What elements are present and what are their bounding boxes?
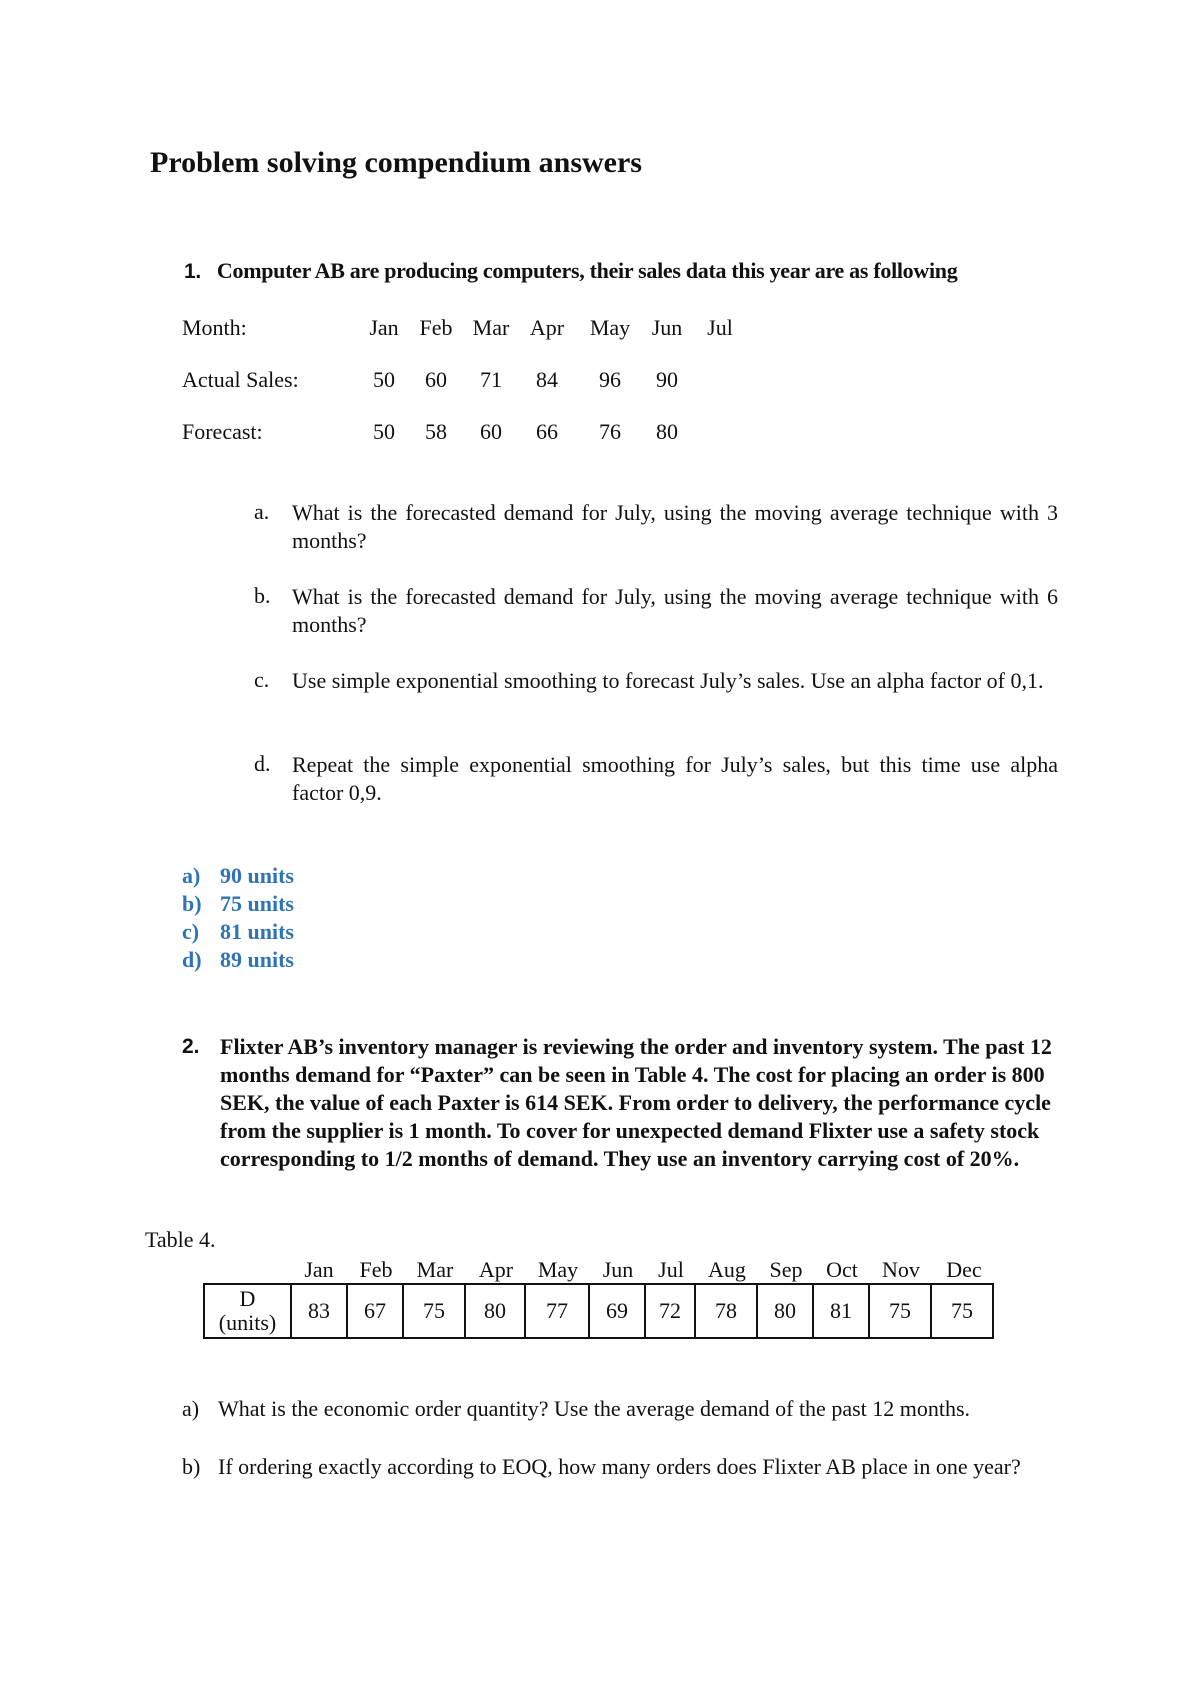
- answer-item: [182, 918, 294, 946]
- actual-sales-row: [182, 367, 782, 397]
- table-cell: 75: [403, 1284, 465, 1338]
- forecast-cell: 50: [373, 419, 395, 444]
- question-number: 2.: [182, 1035, 200, 1058]
- row-label-line: D: [239, 1286, 256, 1311]
- table-cell: 72: [645, 1284, 695, 1338]
- table-header-month: Dec: [946, 1257, 982, 1282]
- table-header-month: Feb: [359, 1257, 393, 1282]
- table-header-month: Jul: [658, 1257, 684, 1282]
- question-letter: b): [182, 1454, 201, 1479]
- row-label-cell: [204, 1284, 291, 1338]
- table-cell: 77: [525, 1284, 589, 1338]
- answer-text: 90 units: [220, 863, 294, 888]
- actual-sales-cell: 90: [656, 367, 678, 392]
- forecast-cell: 60: [480, 419, 502, 444]
- subquestion-letter: b.: [254, 583, 271, 608]
- table-cell: 75: [931, 1284, 993, 1338]
- month-cell: Feb: [419, 315, 453, 340]
- subquestion-letter: c.: [254, 667, 270, 692]
- month-row: [182, 315, 782, 345]
- subquestion-text: What is the forecasted demand for July, using the moving average technique with 3 months?: [292, 500, 1058, 553]
- month-cell: Apr: [529, 315, 565, 340]
- table-cell: 83: [291, 1284, 347, 1338]
- answer-item: [182, 862, 294, 890]
- answers-list: [182, 862, 294, 974]
- month-cell: Mar: [472, 315, 510, 340]
- table-cell: 75: [869, 1284, 931, 1338]
- row-label-line: (units): [218, 1310, 277, 1335]
- table-header-month: Sep: [769, 1257, 803, 1282]
- question-number: 1.: [184, 260, 201, 283]
- answer-letter: c): [182, 919, 200, 944]
- subquestion-text: Repeat the simple exponential smoothing for July’s sales, but this time use alpha factor 0,9.: [292, 752, 1058, 805]
- actual-sales-cell: 60: [425, 367, 447, 392]
- month-cell: May: [589, 315, 631, 340]
- table-row: [204, 1284, 993, 1338]
- table-header-month: Aug: [708, 1257, 746, 1282]
- table-cell: 78: [695, 1284, 757, 1338]
- question-text: What is the economic order quantity? Use the average demand of the past 12 months.: [218, 1396, 971, 1421]
- question-letter: a): [182, 1396, 200, 1421]
- table-cell: 80: [465, 1284, 525, 1338]
- question-text: Computer AB are producing computers, their sales data this year are as following: [216, 258, 958, 283]
- table-cell: 80: [757, 1284, 813, 1338]
- question-text: If ordering exactly according to EOQ, how many orders does Flixter AB place in one year?: [218, 1454, 1021, 1479]
- table-header-month: Mar: [416, 1257, 454, 1282]
- answer-item: [182, 890, 294, 918]
- question-text: Flixter AB’s inventory manager is reviewing the order and inventory system. The past 12 months demand for “Paxter” can be seen in Table 4. The cost for placing an order is 800 SEK, the value of each Paxter is 614 SEK. From order to delivery, the performance cycle from the supplier is 1 month. To cover for unexpected demand Flixter use a safety stock corresponding to 1/2 months of demand. They use an inventory carrying cost of 20%.: [220, 1034, 1052, 1171]
- subquestion-text: Use simple exponential smoothing to forecast July’s sales. Use an alpha factor of 0,1.: [292, 668, 1044, 693]
- actual-sales-label: Actual Sales:: [182, 367, 299, 392]
- actual-sales-cell: 84: [536, 367, 558, 392]
- month-cell: Jan: [369, 315, 399, 340]
- subquestion-letter: a.: [254, 499, 270, 524]
- forecast-label: Forecast:: [182, 419, 263, 444]
- table-header-month: Apr: [478, 1257, 514, 1282]
- answer-letter: a): [182, 863, 201, 888]
- answer-item: [182, 946, 294, 974]
- subquestion-text: What is the forecasted demand for July, using the moving average technique with 6 months?: [292, 584, 1058, 637]
- actual-sales-cell: 50: [373, 367, 395, 392]
- subquestion-letter: d.: [254, 751, 271, 776]
- answer-letter: b): [182, 891, 202, 916]
- forecast-row: [182, 419, 782, 449]
- table-cell: 81: [813, 1284, 869, 1338]
- table-header-month: Jun: [602, 1257, 634, 1282]
- table-header-month: May: [537, 1257, 579, 1282]
- answer-letter: d): [182, 947, 202, 972]
- answer-text: 81 units: [220, 919, 294, 944]
- answer-text: 75 units: [220, 891, 294, 916]
- forecast-cell: 76: [599, 419, 621, 444]
- forecast-cell: 66: [536, 419, 558, 444]
- table-header-month: Oct: [826, 1257, 858, 1282]
- table-cell: 67: [347, 1284, 403, 1338]
- actual-sales-cell: 96: [599, 367, 621, 392]
- actual-sales-cell: 71: [480, 367, 502, 392]
- question-1: [184, 258, 957, 284]
- table-cell: 69: [589, 1284, 645, 1338]
- page-title: Problem solving compendium answers: [150, 146, 642, 179]
- month-cell: Jun: [651, 315, 683, 340]
- forecast-cell: 58: [425, 419, 447, 444]
- table-header-month: Nov: [882, 1257, 920, 1282]
- month-cell: Jul: [707, 315, 733, 340]
- month-label: Month:: [182, 315, 247, 340]
- table-header-month: Jan: [304, 1257, 334, 1282]
- answer-text: 89 units: [220, 947, 294, 972]
- forecast-cell: 80: [656, 419, 678, 444]
- demand-table: [203, 1283, 994, 1339]
- table-label: Table 4.: [145, 1227, 216, 1252]
